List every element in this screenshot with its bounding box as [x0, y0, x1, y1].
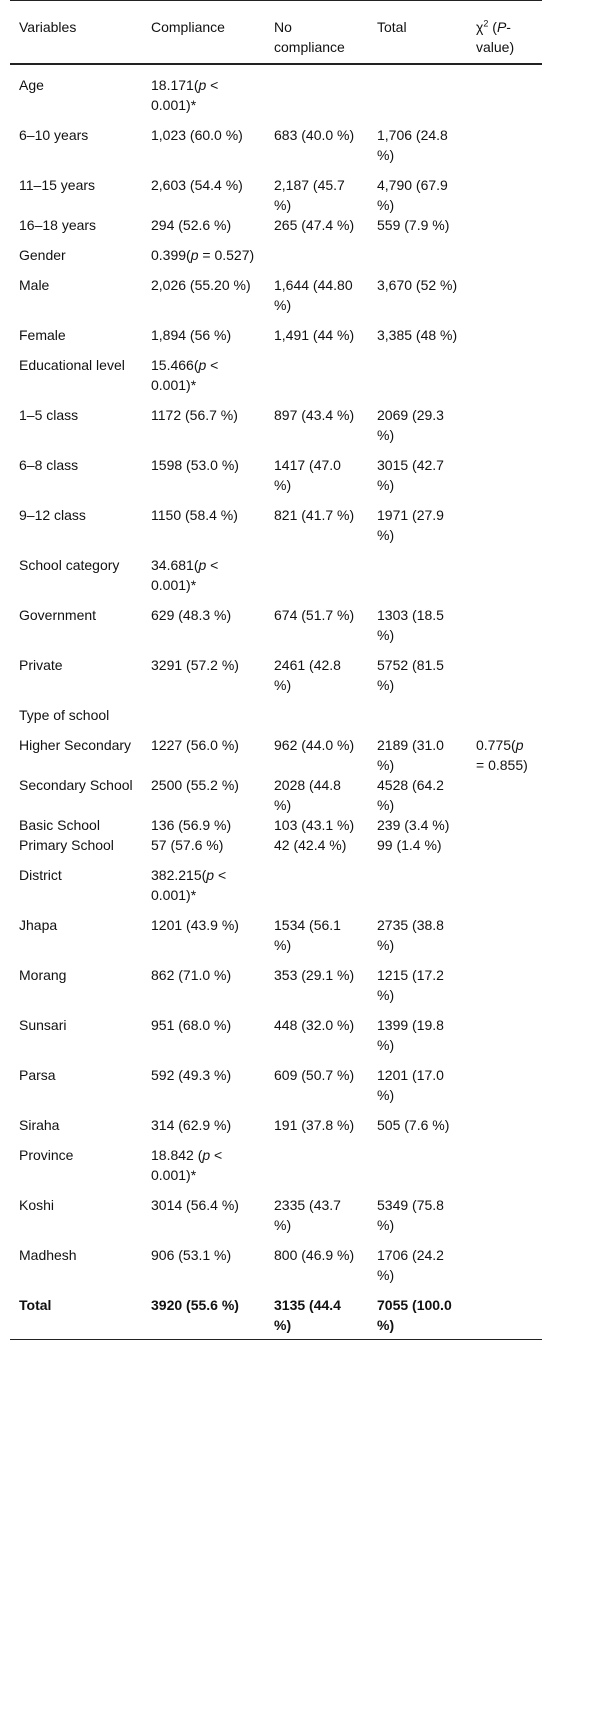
chi-symbol: χ — [476, 19, 484, 35]
cell-compliance: 136 (56.9 %) — [151, 817, 232, 833]
cell-total: 5349 (75.8 %) — [377, 1197, 444, 1233]
cell-compliance: 1598 (53.0 %) — [151, 457, 239, 473]
cell-chi-square — [467, 445, 542, 495]
table-row — [10, 775, 542, 815]
cell-total: 5752 (81.5 %) — [377, 657, 444, 693]
row-label: 6–8 class — [19, 457, 79, 473]
cell-total: 1399 (19.8 %) — [377, 1017, 444, 1053]
cell-compliance — [142, 695, 265, 725]
cell-compliance: 294 (52.6 %) — [151, 217, 232, 233]
table-row — [10, 395, 542, 445]
header-total: Total — [368, 1, 467, 65]
cell-total — [368, 1135, 467, 1185]
cell-chi-square — [467, 595, 542, 645]
row-label: Madhesh — [19, 1247, 77, 1263]
cell-total: 1215 (17.2 %) — [377, 967, 444, 1003]
cell-no-compliance: 2461 (42.8 %) — [274, 657, 341, 693]
cell-chi-square — [467, 115, 542, 165]
table-row — [10, 165, 542, 215]
cell-total: 4,790 (67.9 %) — [377, 177, 448, 213]
cell-compliance: 1172 (56.7 %) — [151, 407, 238, 423]
cell-no-compliance — [265, 345, 368, 395]
table-row — [10, 1235, 542, 1285]
cell-no-compliance: 800 (46.9 %) — [274, 1247, 355, 1263]
cell-no-compliance: 1417 (47.0 %) — [274, 457, 341, 493]
cell-total: 1,706 (24.8 %) — [377, 127, 448, 163]
header-row — [10, 1, 542, 65]
table-row — [10, 545, 542, 595]
cell-compliance — [142, 545, 265, 595]
cell-chi-square — [467, 1285, 542, 1340]
row-label: Primary School — [19, 837, 114, 853]
cell-no-compliance: 821 (41.7 %) — [274, 507, 355, 523]
row-label: Gender — [19, 247, 66, 263]
cell-chi-square — [467, 905, 542, 955]
cell-compliance: 57 (57.6 %) — [151, 837, 224, 853]
cell-no-compliance: 191 (37.8 %) — [274, 1117, 355, 1133]
row-label: Male — [19, 277, 50, 293]
table-row — [10, 815, 542, 835]
cell-no-compliance: 683 (40.0 %) — [274, 127, 355, 143]
cell-compliance-p-value: < 0.001)* — [151, 557, 219, 593]
row-label: School category — [19, 557, 120, 573]
row-label: District — [19, 867, 62, 883]
cell-chi-square — [467, 1005, 542, 1055]
table-row — [10, 1005, 542, 1055]
cell-total: 1201 (17.0 %) — [377, 1067, 444, 1103]
cell-no-compliance: 42 (42.4 %) — [274, 837, 347, 853]
cell-compliance-stat: 18.171( — [151, 77, 199, 93]
row-label: Age — [19, 77, 44, 93]
cell-total — [368, 545, 467, 595]
total-row — [10, 1285, 542, 1340]
cell-compliance: 862 (71.0 %) — [151, 967, 232, 983]
cell-compliance-stat: 15.466( — [151, 357, 199, 373]
row-label: Higher Secondary — [19, 737, 132, 753]
chi-superscript: 2 — [483, 18, 489, 29]
cell-compliance — [142, 855, 265, 905]
cell-total: 1303 (18.5 %) — [377, 607, 444, 643]
header-variables: Variables — [10, 1, 142, 65]
cell-no-compliance — [265, 545, 368, 595]
header-compliance: Compliance — [142, 1, 265, 65]
cell-chi-square — [467, 165, 542, 215]
cell-compliance-p-symbol: p — [202, 1147, 211, 1163]
cell-chi-square-p-value: = 0.855) — [476, 757, 528, 773]
cell-compliance: 314 (62.9 %) — [151, 1117, 232, 1133]
cell-compliance — [142, 235, 265, 265]
row-label: Total — [10, 1285, 142, 1340]
cell-compliance: 906 (53.1 %) — [151, 1247, 232, 1263]
row-label: 11–15 years — [19, 177, 96, 193]
cell-no-compliance: 353 (29.1 %) — [274, 967, 355, 983]
cell-no-compliance — [265, 1135, 368, 1185]
cell-compliance-p-symbol: p — [198, 357, 207, 373]
cell-total — [368, 855, 467, 905]
cell-chi-square — [467, 345, 542, 395]
cell-compliance: 3014 (56.4 %) — [151, 1197, 239, 1213]
cell-compliance-stat: 382.215( — [151, 867, 207, 883]
cell-chi-square-stat: 0.775( — [476, 737, 516, 753]
cell-compliance: 1,894 (56 %) — [151, 327, 232, 343]
cell-total: 505 (7.6 %) — [377, 1117, 450, 1133]
cell-compliance-p-symbol: p — [198, 557, 207, 573]
table-row — [10, 1055, 542, 1105]
cell-compliance-p-value: < 0.001)* — [151, 77, 219, 113]
cell-compliance: 951 (68.0 %) — [151, 1017, 232, 1033]
cell-chi-square — [467, 645, 542, 695]
row-label: Type of school — [19, 707, 110, 723]
table-row — [10, 115, 542, 165]
table-row — [10, 595, 542, 645]
cell-compliance-p-value: < 0.001)* — [151, 867, 227, 903]
header-chi-square — [467, 1, 542, 65]
cell-total: 1706 (24.2 %) — [377, 1247, 444, 1283]
row-label: 16–18 years — [19, 217, 97, 233]
cell-no-compliance: 103 (43.1 %) — [274, 817, 355, 833]
cell-no-compliance: 962 (44.0 %) — [274, 737, 355, 753]
cell-no-compliance: 2,187 (45.7 %) — [274, 177, 345, 213]
cell-compliance: 592 (49.3 %) — [151, 1067, 232, 1083]
cell-compliance: 1150 (58.4 %) — [151, 507, 238, 523]
table-row — [10, 495, 542, 545]
cell-chi-square — [467, 1235, 542, 1285]
table-row — [10, 835, 542, 855]
row-label: Jhapa — [19, 917, 58, 933]
cell-chi-square — [467, 545, 542, 595]
cell-total: 7055 (100.0 %) — [368, 1285, 467, 1340]
cell-compliance: 1201 (43.9 %) — [151, 917, 239, 933]
cell-total — [368, 235, 467, 265]
cell-no-compliance — [265, 64, 368, 115]
compliance-table — [10, 0, 542, 1340]
cell-compliance: 629 (48.3 %) — [151, 607, 232, 623]
cell-total: 3,670 (52 %) — [377, 277, 458, 293]
cell-total — [368, 695, 467, 725]
table-row — [10, 855, 542, 905]
cell-total: 2735 (38.8 %) — [377, 917, 444, 953]
cell-chi-square — [467, 495, 542, 545]
row-label: Basic School — [19, 817, 100, 833]
table-row — [10, 235, 542, 265]
table-row — [10, 345, 542, 395]
table-row — [10, 955, 542, 1005]
cell-compliance — [142, 1135, 265, 1185]
cell-no-compliance: 674 (51.7 %) — [274, 607, 355, 623]
cell-chi-square — [467, 955, 542, 1005]
table-header — [10, 1, 542, 65]
cell-total: 2069 (29.3 %) — [377, 407, 444, 443]
cell-compliance: 1,023 (60.0 %) — [151, 127, 243, 143]
cell-no-compliance — [265, 855, 368, 905]
cell-chi-square — [467, 725, 542, 775]
cell-total: 99 (1.4 %) — [377, 837, 442, 853]
table-row — [10, 64, 542, 115]
cell-total: 559 (7.9 %) — [377, 217, 450, 233]
cell-total: 1971 (27.9 %) — [377, 507, 444, 543]
cell-no-compliance: 2335 (43.7 %) — [274, 1197, 341, 1233]
cell-compliance: 3291 (57.2 %) — [151, 657, 239, 673]
cell-no-compliance — [265, 695, 368, 725]
cell-no-compliance: 1,644 (44.80 %) — [274, 277, 353, 313]
cell-chi-square — [467, 1185, 542, 1235]
table-row — [10, 445, 542, 495]
row-label: Parsa — [19, 1067, 56, 1083]
cell-chi-square — [467, 235, 542, 265]
row-label: Private — [19, 657, 63, 673]
table-row — [10, 725, 542, 775]
cell-chi-square — [467, 855, 542, 905]
cell-total: 239 (3.4 %) — [377, 817, 450, 833]
row-label: 9–12 class — [19, 507, 86, 523]
cell-no-compliance — [265, 235, 368, 265]
row-label: Government — [19, 607, 97, 623]
table-row — [10, 1135, 542, 1185]
cell-chi-square — [467, 835, 542, 855]
table-row — [10, 1185, 542, 1235]
table-body — [10, 64, 542, 1340]
cell-compliance-p-symbol: p — [190, 247, 199, 263]
cell-chi-square — [467, 1105, 542, 1135]
cell-compliance-p-symbol: p — [206, 867, 215, 883]
chi-p: P — [496, 19, 507, 35]
cell-no-compliance: 2028 (44.8 %) — [274, 777, 341, 813]
cell-chi-square — [467, 395, 542, 445]
chi-open: ( — [488, 19, 497, 35]
cell-compliance: 2,026 (55.20 %) — [151, 277, 251, 293]
cell-no-compliance: 609 (50.7 %) — [274, 1067, 355, 1083]
row-label: Sunsari — [19, 1017, 67, 1033]
cell-total — [368, 345, 467, 395]
cell-no-compliance: 265 (47.4 %) — [274, 217, 355, 233]
cell-compliance-stat: 18.842 ( — [151, 1147, 203, 1163]
cell-chi-square — [467, 265, 542, 315]
cell-no-compliance: 3135 (44.4 %) — [265, 1285, 368, 1340]
cell-compliance — [142, 345, 265, 395]
cell-compliance: 1227 (56.0 %) — [151, 737, 239, 753]
cell-no-compliance: 1,491 (44 %) — [274, 327, 355, 343]
cell-chi-square — [467, 775, 542, 815]
cell-compliance: 2,603 (54.4 %) — [151, 177, 243, 193]
table-row — [10, 645, 542, 695]
row-label: Female — [19, 327, 66, 343]
row-label: Siraha — [19, 1117, 60, 1133]
row-label: Educational level — [19, 357, 125, 373]
cell-no-compliance: 448 (32.0 %) — [274, 1017, 355, 1033]
table-row — [10, 905, 542, 955]
cell-total: 4528 (64.2 %) — [377, 777, 444, 813]
cell-chi-square — [467, 1135, 542, 1185]
cell-chi-square — [467, 695, 542, 725]
cell-chi-square-p-symbol: p — [515, 737, 524, 753]
cell-chi-square — [467, 315, 542, 345]
cell-total: 3,385 (48 %) — [377, 327, 458, 343]
cell-compliance: 3920 (55.6 %) — [142, 1285, 265, 1340]
row-label: Province — [19, 1147, 74, 1163]
cell-compliance — [142, 64, 265, 115]
row-label: Koshi — [19, 1197, 55, 1213]
cell-compliance-p-value: < 0.001)* — [151, 1147, 223, 1183]
cell-chi-square — [467, 215, 542, 235]
cell-compliance-stat: 0.399( — [151, 247, 191, 263]
cell-no-compliance: 1534 (56.1 %) — [274, 917, 341, 953]
row-label: Morang — [19, 967, 67, 983]
cell-compliance: 2500 (55.2 %) — [151, 777, 239, 793]
cell-compliance-p-value: = 0.527) — [198, 247, 255, 263]
chi-rest: -value) — [476, 19, 515, 55]
cell-total: 2189 (31.0 %) — [377, 737, 444, 773]
row-label: 1–5 class — [19, 407, 79, 423]
cell-compliance-p-value: < 0.001)* — [151, 357, 219, 393]
cell-compliance-stat: 34.681( — [151, 557, 199, 573]
table-row — [10, 1105, 542, 1135]
table-row — [10, 315, 542, 345]
cell-no-compliance: 897 (43.4 %) — [274, 407, 355, 423]
row-label: 6–10 years — [19, 127, 89, 143]
cell-total — [368, 64, 467, 115]
cell-total: 3015 (42.7 %) — [377, 457, 444, 493]
table-row — [10, 695, 542, 725]
table-row — [10, 215, 542, 235]
cell-chi-square — [467, 815, 542, 835]
cell-chi-square — [467, 64, 542, 115]
cell-chi-square — [467, 1055, 542, 1105]
row-label: Secondary School — [19, 777, 133, 793]
header-no-compliance: No compliance — [265, 1, 368, 65]
table-row — [10, 265, 542, 315]
cell-compliance-p-symbol: p — [198, 77, 207, 93]
